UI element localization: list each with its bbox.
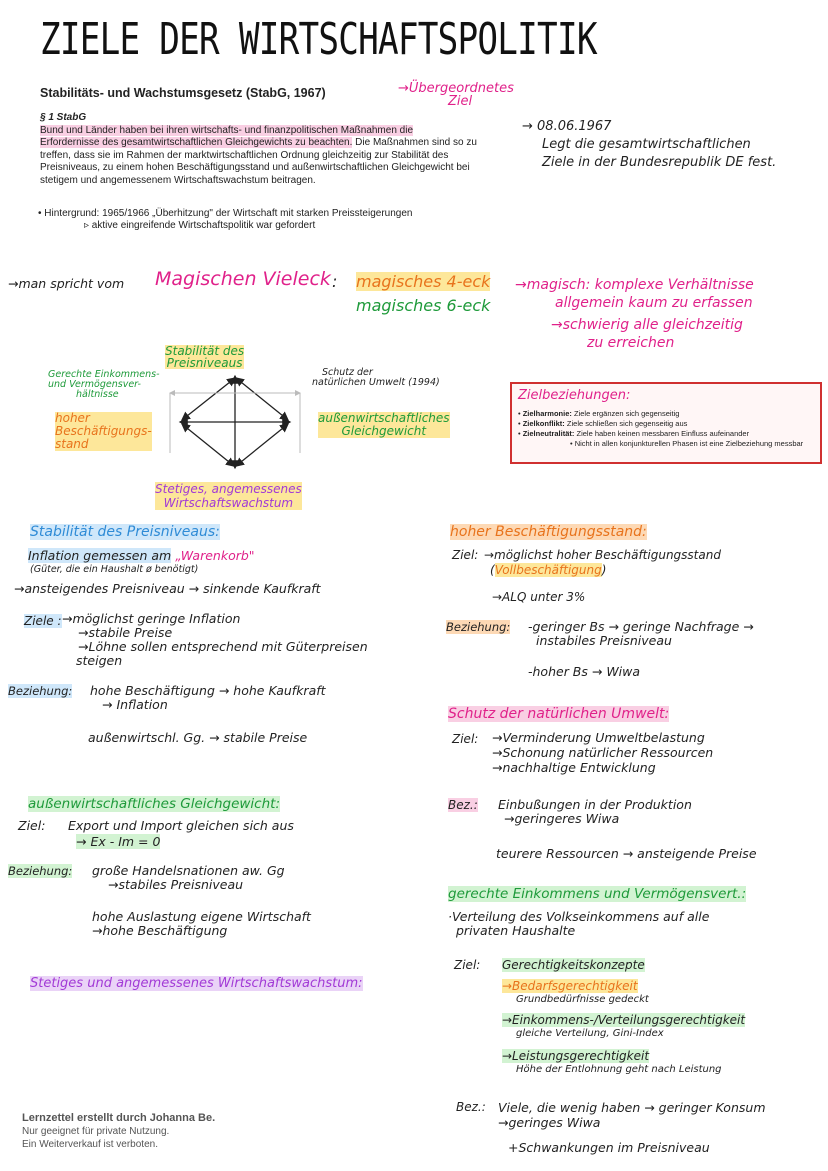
diagram-top-line2: Preisniveaus — [166, 356, 243, 370]
paragraph-label: § 1 StabG — [40, 112, 87, 123]
stab-title: Stabilität des Preisniveaus: — [30, 524, 220, 540]
besch-paren-close: ) — [601, 563, 607, 577]
date-note — [522, 118, 776, 172]
aussen-bez-list-2 — [92, 910, 311, 938]
konzept-leistung-desc: Höhe der Entlohnung geht nach Leistung — [516, 1064, 722, 1075]
zielbeziehung-item: • Zielkonflikt: Ziele schließen sich gegenseitig aus — [518, 419, 688, 428]
bez-item: → Inflation — [102, 697, 168, 712]
besch-bez-2: -hoher Bs → Wiwa — [528, 664, 641, 679]
zielbeziehungen-box — [510, 382, 822, 464]
wachstum-title: Stetiges und angemessenes Wirtschaftswachstum: — [30, 976, 363, 991]
diagram-lt-line3: hältnisse — [76, 389, 119, 400]
aussen-title: außenwirtschaftliches Gleichgewicht: — [28, 796, 281, 812]
umwelt-ziel-item: →Verminderung Umweltbelastung — [492, 730, 705, 745]
gerecht-bez — [498, 1100, 766, 1155]
diagram-arrow-br — [236, 424, 288, 466]
ziele-list — [62, 612, 368, 668]
konzept-einkommen-desc: gleiche Verteilung, Gini-Index — [516, 1028, 664, 1039]
stabg-heading: Stabilitäts- und Wachstumsgesetz (StabG, 1967) — [40, 86, 326, 100]
ziele-item: →Löhne sollen entsprechend mit Güterpreisen — [78, 639, 368, 654]
aussen-bez-label: Beziehung: — [8, 864, 73, 878]
background-line: • Hintergrund: 1965/1966 „Überhitzung" der Wirtschaft mit starken Preissteigerungen — [38, 208, 413, 219]
date-note-2: Legt die gesamtwirtschaftlichen — [542, 137, 751, 152]
zielbeziehungen-list — [518, 409, 814, 449]
ziele-item: →stabile Preise — [78, 625, 173, 640]
besch-ziel-1: →möglichst hoher Beschäftigungsstand — [484, 548, 721, 562]
item-term: Zielneutralität: — [522, 429, 575, 438]
gerecht-title: gerechte Einkommens und Vermögensvert.: — [448, 886, 747, 902]
aussen-bez-item: →stabiles Preisniveau — [108, 877, 244, 892]
umwelt-ziel-item: →Schonung natürlicher Ressourcen — [492, 745, 714, 760]
diagram-right-label — [318, 412, 450, 438]
aussen-ziel — [68, 818, 294, 850]
diagram-lt-line1: Gerechte Einkommens- — [48, 369, 160, 380]
gerecht-ziel-label: Ziel: — [454, 958, 481, 972]
vieleck-magic: Magischen Vieleck — [155, 268, 331, 290]
bez-label: Beziehung: — [8, 684, 73, 698]
zielbeziehung-item: • Zielneutralität: Ziele haben keinen messbaren Einfluss aufeinander — [518, 429, 750, 438]
vieleck-diagram — [150, 368, 320, 478]
vieleck-six: magisches 6-eck — [356, 296, 491, 315]
note-line-1: →Übergeordnetes — [398, 81, 514, 96]
diagram-right-line1: außenwirtschaftliches — [318, 411, 450, 425]
gerecht-text-2: privaten Haushalte — [456, 923, 576, 938]
inflation-line2: (Güter, die ein Haushalt ø benötigt) — [30, 564, 199, 575]
gerecht-bez-item: +Schwankungen im Preisniveau — [508, 1140, 710, 1155]
background-note — [38, 208, 412, 232]
aussen-bez-list — [92, 864, 285, 892]
zielbeziehungen-title: Zielbeziehungen: — [518, 388, 631, 403]
ziele-item: →möglichst geringe Inflation — [62, 611, 241, 626]
aussen-ziel-label: Ziel: — [18, 818, 46, 833]
zielbeziehung-note: • Nicht in allen konjunkturellen Phasen ist eine Zielbeziehung messbar — [570, 439, 804, 448]
diagram-right-top-label — [312, 368, 440, 388]
besch-bez-item: -geringer Bs → geringe Nachfrage → — [528, 619, 754, 634]
besch-bez-label: Beziehung: — [446, 620, 511, 634]
konzept-bedarf: →Bedarfsgerechtigkeit — [502, 979, 638, 993]
vieleck-note — [515, 276, 754, 352]
umwelt-ziel-label: Ziel: — [452, 732, 479, 746]
vieleck-note-4: zu erreichen — [587, 335, 675, 351]
page-title: ZIELE DER WIRTSCHAFTSPOLITIK — [40, 14, 597, 65]
ziele-label: Ziele : — [24, 614, 62, 628]
bez-item-2: außenwirtschl. Gg. → stabile Preise — [88, 730, 308, 745]
besch-bez — [528, 620, 754, 648]
umwelt-title: Schutz der natürlichen Umwelt: — [448, 706, 670, 722]
diagram-rt-line1: Schutz der — [322, 367, 373, 378]
inflation-line1 — [28, 548, 255, 563]
diagram-top-line1: Stabilität des — [165, 344, 245, 358]
umwelt-bez-item: →geringeres Wiwa — [504, 811, 620, 826]
inflation-text: Inflation gemessen am — [28, 548, 172, 563]
diagram-lt-line2: und Vermögensver- — [48, 379, 141, 390]
diagram-top-label — [165, 345, 244, 369]
vieleck-note-1: →magisch: komplexe Verhältnisse — [515, 277, 754, 293]
gerecht-bez-item: →geringes Wiwa — [498, 1115, 601, 1130]
umwelt-bez-item: Einbußungen in der Produktion — [498, 797, 692, 812]
gerecht-text-1: ·Verteilung des Volkseinkommens auf alle — [448, 909, 710, 924]
aussen-bez-item: hohe Auslastung eigene Wirtschaft — [92, 909, 311, 924]
diagram-bottom-line2: Wirtschaftswachstum — [163, 496, 294, 510]
gerecht-konzepte — [502, 980, 745, 1076]
diagram-bottom-line1: Stetiges, angemessenes — [155, 482, 302, 496]
diagram-right-line2: Gleichgewicht — [341, 424, 427, 438]
diagram-rt-line2: natürlichen Umwelt (1994) — [312, 377, 440, 388]
vieleck-intro: →man spricht vom — [8, 276, 125, 291]
besch-ziel-label: Ziel: — [452, 548, 479, 562]
gerecht-ziel: Gerechtigkeitskonzepte — [502, 958, 645, 972]
besch-ziel — [484, 548, 721, 578]
konzept-bedarf-desc: Grundbedürfnisse gedeckt — [516, 994, 649, 1005]
bez-list — [90, 684, 326, 712]
gerecht-bez-item: Viele, die wenig haben → geringer Konsum — [498, 1100, 766, 1115]
diagram-left-line2: Beschäftigungs- — [55, 424, 152, 438]
besch-bez-item: instabiles Preisniveau — [536, 633, 672, 648]
footer-author: Lernzettel erstellt durch Johanna Be. — [22, 1112, 216, 1124]
date-note-1: → 08.06.1967 — [522, 119, 612, 134]
ziele-item: steigen — [76, 653, 123, 668]
gerecht-text — [448, 910, 709, 938]
umwelt-bez-label: Bez.: — [448, 798, 478, 812]
footer-line-3: Ein Weiterverkauf ist verboten. — [22, 1139, 158, 1150]
diagram-left-top-label — [48, 370, 160, 400]
umwelt-bez — [498, 798, 692, 826]
konzept-einkommen: →Einkommens-/Verteilungsgerechtigkeit — [502, 1013, 746, 1027]
item-text: Ziele haben keinen messbaren Einfluss aufeinander — [574, 429, 750, 438]
konzept-leistung: →Leistungsgerechtigkeit — [502, 1049, 650, 1063]
vieleck-note-3: →schwierig alle gleichzeitig — [551, 317, 743, 333]
diagram-arrow-bl — [182, 424, 234, 466]
diagram-left-line3: stand — [55, 437, 89, 451]
note-line-2: Ziel — [448, 94, 473, 109]
vieleck-colon: : — [332, 272, 338, 291]
item-term: Zielharmonie: — [522, 409, 572, 418]
diagram-arrow-tl — [182, 378, 235, 420]
vollbeschaeftigung: Vollbeschäftigung — [494, 563, 602, 577]
bez-item: hohe Beschäftigung → hohe Kaufkraft — [90, 683, 326, 698]
item-text: Ziele ergänzen sich gegenseitig — [571, 409, 680, 418]
besch-alq: →ALQ unter 3% — [492, 590, 586, 604]
footer-line-2: Nur geeignet für private Nutzung. — [22, 1126, 170, 1137]
aussen-bez-item: →hohe Beschäftigung — [92, 923, 228, 938]
aussen-ziel-text: Export und Import gleichen sich aus — [68, 818, 294, 833]
paragraph-text: Die Maßnahmen sind so zu treffen, dass sie im Rahmen der marktwirtschaftlichen Ordnung gleichzeitig zur Stabilität des Preisniveaus, zu einem hohen Beschäftigungsstand und außenwirtschaftlichen Gleichgewicht bei stetigem und angemessenem Wirtschaftswachstum beitragen. — [40, 137, 477, 186]
vieleck-four: magisches 4-eck — [356, 272, 491, 291]
umwelt-bez-2: teurere Ressourcen → ansteigende Preise — [496, 846, 757, 861]
paragraph-highlight-1: Bund und Länder haben bei ihren wirtschafts- und finanzpolitischen Maßnahmen die — [40, 124, 414, 136]
besch-title: hoher Beschäftigungsstand: — [450, 524, 647, 540]
stabg-paragraph — [40, 112, 480, 187]
umwelt-ziel — [492, 730, 713, 775]
date-note-3: Ziele in der Bundesrepublik DE fest. — [542, 155, 777, 170]
diagram-left-label — [55, 412, 152, 451]
zielbeziehung-item: • Zielharmonie: Ziele ergänzen sich gegenseitig — [518, 409, 680, 418]
inflation-line3: →ansteigendes Preisniveau → sinkende Kaufkraft — [14, 581, 321, 596]
diagram-bottom-label — [155, 482, 302, 510]
aussen-formula: → Ex - Im = 0 — [76, 834, 161, 849]
item-term: Zielkonflikt: — [522, 419, 565, 428]
footer — [22, 1112, 215, 1151]
aussen-bez-item: große Handelsnationen aw. Gg — [92, 863, 285, 878]
diagram-arrow-tr — [236, 378, 288, 420]
paragraph-highlight-2: Erfordernisse des gesamtwirtschaftlichen Gleichgewichts zu beachten. — [40, 137, 353, 148]
item-text: Ziele schließen sich gegenseitig aus — [564, 419, 688, 428]
warenkorb-text: „Warenkorb" — [175, 548, 255, 563]
umwelt-ziel-item: →nachhaltige Entwicklung — [492, 760, 656, 775]
diagram-left-line1: hoher — [55, 411, 90, 425]
gerecht-bez-label: Bez.: — [456, 1100, 486, 1114]
vieleck-note-2: allgemein kaum zu erfassen — [555, 295, 753, 311]
background-sub: ▹ aktive eingreifende Wirtschaftspolitik war gefordert — [84, 220, 316, 231]
stabg-side-note — [398, 82, 514, 108]
besch-paren-open: ( — [490, 563, 495, 577]
